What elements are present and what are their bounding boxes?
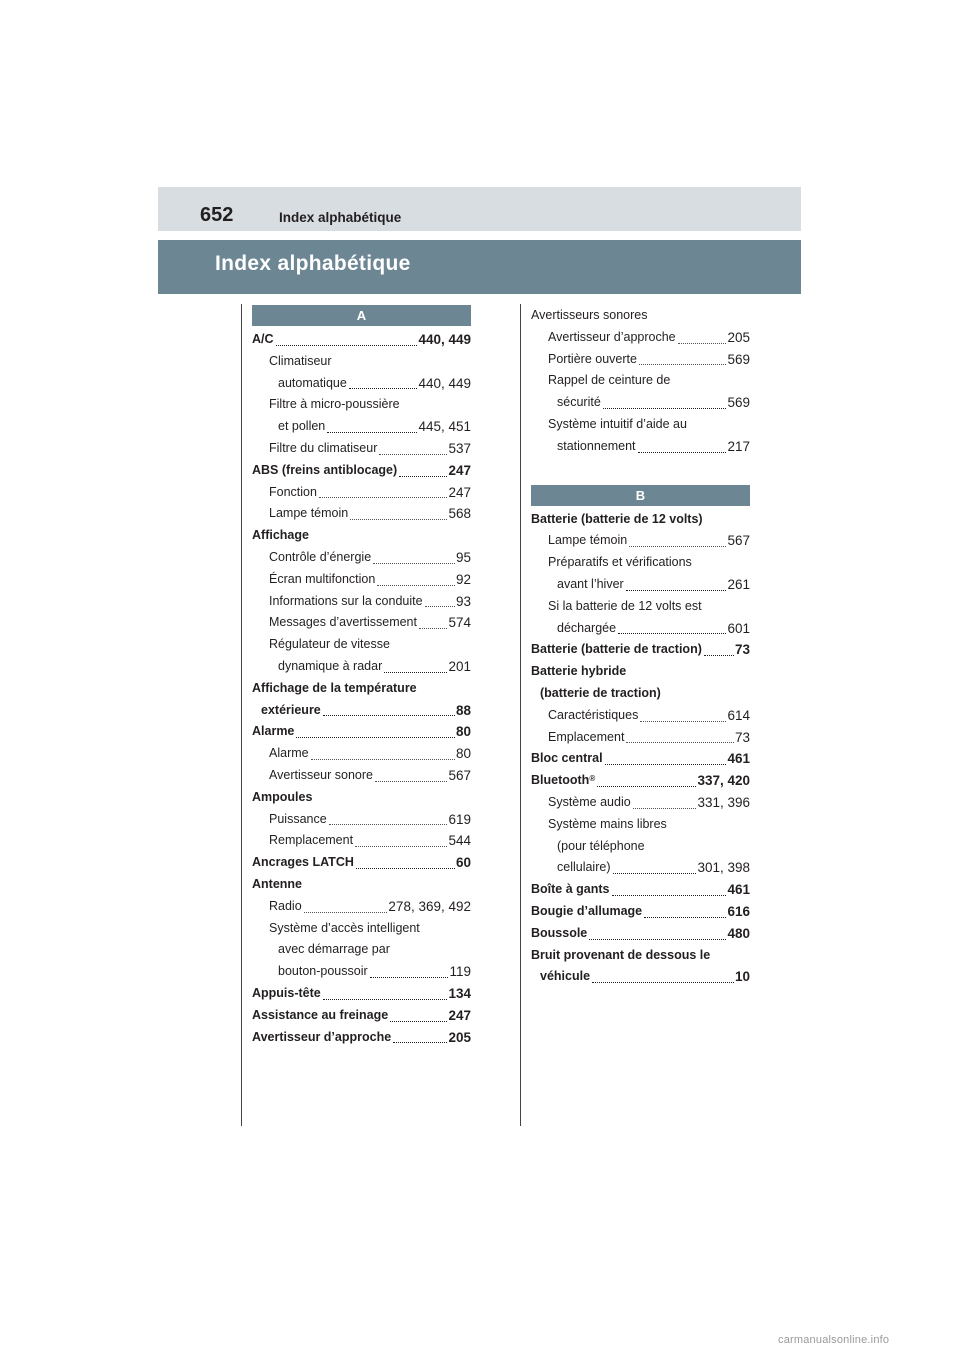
index-heading-line: (batterie de traction) (540, 685, 661, 700)
entry-label (531, 770, 595, 792)
index-heading-line: Batterie (batterie de 12 volts) (531, 511, 703, 526)
entry-label (531, 901, 642, 923)
leader-dots (399, 475, 447, 477)
entry-label (557, 857, 611, 879)
entry-label-text: Lampe témoin (548, 533, 628, 548)
index-column-b (531, 305, 750, 988)
page-reference: 261 (727, 576, 750, 592)
entry-label (548, 530, 627, 552)
page-number: 652 (200, 204, 234, 226)
entry-label-text: Informations sur la conduite (269, 593, 423, 608)
leader-dots (355, 845, 447, 847)
index-entry (531, 923, 750, 945)
page-reference: 201 (448, 658, 471, 674)
index-heading-line: (pour téléphone (557, 838, 645, 853)
page-reference: 247 (448, 462, 471, 478)
page-reference: 10 (734, 969, 750, 985)
leader-dots (626, 589, 727, 591)
index-entry (252, 765, 471, 787)
entry-label-text: Bougie d’allumage (531, 903, 643, 918)
entry-label-text: dynamique à radar (278, 658, 383, 673)
leader-dots (296, 736, 455, 738)
index-entry (252, 591, 471, 613)
entry-label (261, 700, 321, 722)
index-entry (531, 770, 750, 792)
entry-label-text: Ancrages LATCH (252, 855, 354, 870)
index-entry (531, 530, 750, 552)
entry-label (269, 482, 317, 504)
entry-label (269, 765, 373, 787)
leader-dots (589, 938, 726, 940)
entry-label-text: A/C (252, 332, 274, 346)
leader-dots (350, 518, 447, 520)
index-heading-line: Affichage de la température (252, 680, 417, 695)
index-entry (252, 743, 471, 765)
index-entry (531, 727, 750, 749)
registered-mark: ® (589, 774, 596, 784)
leader-dots (704, 654, 734, 656)
entry-label-text: Radio (269, 898, 302, 913)
entry-label (269, 830, 353, 852)
index-heading-line: avec démarrage par (278, 942, 390, 957)
entry-label (557, 392, 601, 414)
index-list-a (252, 329, 471, 1048)
index-entry (531, 857, 750, 879)
entry-label-text: Filtre du climatiseur (269, 440, 378, 455)
index-entry (252, 1005, 471, 1027)
entry-label (548, 349, 637, 371)
index-heading-line: Batterie hybride (531, 664, 627, 679)
page-reference: 80 (455, 746, 471, 762)
entry-label-text: bouton-poussoir (278, 964, 368, 979)
entry-label-text: Boîte à gants (531, 882, 610, 897)
entry-label (252, 721, 294, 743)
entry-label-text: Avertisseur d’approche (252, 1029, 392, 1044)
index-entry (531, 618, 750, 640)
page-reference: 461 (727, 751, 750, 767)
entry-label-text: Écran multifonction (269, 571, 376, 586)
entry-label (557, 574, 624, 596)
page-reference: 92 (455, 571, 471, 587)
entry-label (548, 327, 676, 349)
page-reference: 88 (455, 702, 471, 718)
page-reference: 247 (448, 1007, 471, 1023)
index-entry (531, 792, 750, 814)
leader-dots (377, 584, 455, 586)
entry-label (278, 416, 325, 438)
entry-label-text: avant l’hiver (557, 576, 624, 591)
leader-dots (644, 916, 726, 918)
entry-label (269, 591, 423, 613)
entry-label-text: Remplacement (269, 833, 354, 848)
page-reference: 537 (448, 440, 471, 456)
entry-label (269, 438, 377, 460)
index-heading-line: Si la batterie de 12 volts est (548, 598, 702, 613)
leader-dots (618, 632, 726, 634)
entry-label-text: Alarme (269, 746, 309, 761)
page-reference: 278, 369, 492 (388, 898, 471, 914)
entry-label (548, 792, 631, 814)
entry-label-text: Portière ouverte (548, 351, 637, 366)
index-entry (531, 705, 750, 727)
index-heading-line: Bruit provenant de dessous le (531, 947, 711, 962)
running-header-title: Index alphabétique (279, 210, 402, 225)
index-heading-line: Affichage (252, 528, 309, 543)
leader-dots (633, 807, 697, 809)
index-list-b (531, 509, 750, 989)
index-entry (252, 830, 471, 852)
index-entry (252, 482, 471, 504)
page-reference: 60 (455, 855, 471, 871)
leader-dots (375, 780, 447, 782)
page-reference: 616 (727, 903, 750, 919)
index-heading-line: Avertisseurs sonores (531, 308, 648, 322)
entry-label (252, 852, 354, 874)
leader-dots (597, 785, 696, 787)
leader-dots (323, 998, 448, 1000)
index-heading-line: Système mains libres (548, 816, 667, 831)
entry-label (531, 639, 702, 661)
leader-dots (384, 671, 447, 673)
index-entry (252, 612, 471, 634)
page-reference: 567 (448, 767, 471, 783)
index-heading-line: Filtre à micro-poussière (269, 397, 400, 412)
column-rule-right (520, 304, 521, 1126)
index-entry (252, 416, 471, 438)
entry-label-text: Bluetooth (531, 773, 590, 788)
entry-label-text: Messages d’avertissement (269, 615, 417, 630)
leader-dots (349, 387, 418, 389)
index-entry (252, 983, 471, 1005)
leader-dots (425, 605, 455, 607)
leader-dots (327, 431, 417, 433)
index-entry (252, 329, 471, 351)
leader-dots (390, 1020, 447, 1022)
page-reference: 93 (455, 593, 471, 609)
entry-label (252, 329, 274, 351)
column-rule-left (241, 304, 242, 1126)
entry-label-text: cellulaire) (557, 860, 611, 875)
page-reference: 73 (734, 642, 750, 658)
page-reference: 337, 420 (697, 773, 750, 789)
index-entry (531, 879, 750, 901)
index-entry (531, 349, 750, 371)
page-reference: 569 (727, 351, 750, 367)
page-reference: 544 (448, 833, 471, 849)
page-reference: 73 (734, 729, 750, 745)
page-reference: 205 (727, 329, 750, 345)
page-reference: 614 (727, 707, 750, 723)
page-reference: 445, 451 (418, 419, 471, 435)
leader-dots (319, 496, 448, 498)
index-list-a-continued (531, 305, 750, 458)
entry-label (269, 569, 375, 591)
leader-dots (379, 453, 447, 455)
entry-label-text: Contrôle d’énergie (269, 549, 372, 564)
page-reference: 568 (448, 506, 471, 522)
page-reference: 134 (448, 985, 471, 1001)
letter-heading-a: A (252, 305, 471, 326)
index-entry (531, 966, 750, 988)
index-entry (252, 961, 471, 983)
entry-label (269, 896, 302, 918)
entry-label-text: Appuis-tête (252, 985, 321, 1000)
entry-label-text: Fonction (269, 484, 317, 499)
entry-label (531, 923, 587, 945)
leader-dots (638, 451, 727, 453)
index-heading-line: Rappel de ceinture de (548, 373, 671, 388)
leader-dots (605, 763, 727, 765)
entry-label-text: Batterie (batterie de traction) (531, 642, 702, 657)
entry-label (278, 656, 382, 678)
entry-label-text: stationnement (557, 438, 636, 453)
index-entry (531, 574, 750, 596)
leader-dots (304, 911, 388, 913)
page-reference: 619 (448, 811, 471, 827)
page-reference: 480 (727, 925, 750, 941)
leader-dots (276, 344, 418, 346)
index-entry (252, 569, 471, 591)
index-entry (252, 1027, 471, 1049)
watermark: carmanualsonline.info (778, 1334, 890, 1346)
entry-label (269, 743, 309, 765)
index-entry (252, 809, 471, 831)
leader-dots (373, 562, 455, 564)
entry-label-text: Alarme (252, 724, 295, 739)
index-heading-line: Ampoules (252, 789, 313, 804)
entry-label-text: Système audio (548, 794, 631, 809)
index-entry (252, 700, 471, 722)
entry-label (557, 436, 636, 458)
entry-label-text: Assistance au freinage (252, 1007, 389, 1022)
entry-label-text: véhicule (540, 969, 591, 984)
section-title: Index alphabétique (215, 252, 411, 275)
page-reference: 301, 398 (697, 860, 750, 876)
leader-dots (613, 872, 697, 874)
entry-label (531, 748, 603, 770)
leader-dots (370, 976, 449, 978)
index-entry (252, 896, 471, 918)
entry-label (269, 612, 417, 634)
leader-dots (603, 407, 727, 409)
index-heading-line: Système intuitif d’aide au (548, 416, 687, 431)
index-entry (252, 503, 471, 525)
index-heading-line: Système d’accès intelligent (269, 920, 420, 935)
entry-label (557, 618, 616, 640)
index-heading-line: Régulateur de vitesse (269, 637, 390, 652)
index-entry (252, 373, 471, 395)
page-reference: 205 (448, 1029, 471, 1045)
entry-label (252, 983, 321, 1005)
index-entry (531, 436, 750, 458)
entry-label-text: extérieure (261, 702, 321, 717)
index-entry (531, 392, 750, 414)
entry-label-text: ABS (freins antiblocage) (252, 462, 398, 477)
entry-label (252, 1027, 391, 1049)
entry-label-text: Avertisseur sonore (269, 767, 373, 782)
running-header-bar (158, 187, 801, 231)
entry-label-text: Bloc central (531, 751, 603, 766)
entry-label (269, 503, 348, 525)
entry-label (269, 547, 371, 569)
page-reference: 331, 396 (697, 794, 750, 810)
entry-label (278, 961, 368, 983)
leader-dots (329, 823, 448, 825)
leader-dots (678, 342, 727, 344)
entry-label (540, 966, 590, 988)
index-entry (252, 547, 471, 569)
entry-label-text: Emplacement (548, 729, 625, 744)
index-heading-line: Préparatifs et vérifications (548, 555, 692, 570)
page-reference: 95 (455, 549, 471, 565)
leader-dots (626, 741, 734, 743)
page-reference: 80 (455, 724, 471, 740)
entry-label-text: Caractéristiques (548, 707, 639, 722)
index-entry (252, 852, 471, 874)
index-entry (252, 721, 471, 743)
index-entry (531, 639, 750, 661)
entry-label (548, 727, 624, 749)
entry-label-text: automatique (278, 375, 347, 390)
leader-dots (640, 720, 726, 722)
entry-label-text: Avertisseur d’approche (548, 329, 676, 344)
index-entry (531, 901, 750, 923)
page-reference: 569 (727, 395, 750, 411)
index-entry (531, 327, 750, 349)
letter-heading-b: B (531, 485, 750, 506)
entry-label-text: sécurité (557, 395, 601, 410)
leader-dots (629, 545, 726, 547)
entry-label (531, 879, 610, 901)
entry-label (269, 809, 327, 831)
page-reference: 119 (449, 964, 471, 980)
entry-label (548, 705, 638, 727)
entry-label-text: Puissance (269, 811, 327, 826)
page-reference: 217 (727, 438, 750, 454)
leader-dots (592, 981, 734, 983)
page-reference: 567 (727, 533, 750, 549)
index-entry (531, 748, 750, 770)
leader-dots (419, 627, 447, 629)
leader-dots (393, 1041, 447, 1043)
index-entry (252, 438, 471, 460)
index-entry (252, 460, 471, 482)
index-heading-line: Antenne (252, 876, 302, 891)
page-reference: 601 (727, 620, 750, 636)
entry-label (252, 460, 397, 482)
entry-label-text: Lampe témoin (269, 506, 349, 521)
leader-dots (323, 714, 455, 716)
index-column-a (252, 305, 471, 1048)
page-reference: 461 (727, 882, 750, 898)
entry-label (278, 373, 347, 395)
entry-label-text: et pollen (278, 419, 326, 434)
entry-label (252, 1005, 388, 1027)
entry-label-text: déchargée (557, 620, 617, 635)
entry-label-text: Boussole (531, 925, 588, 940)
index-entry (252, 656, 471, 678)
page-reference: 440, 449 (418, 375, 471, 391)
page-reference: 440, 449 (418, 332, 471, 347)
leader-dots (639, 363, 727, 365)
page-reference: 574 (448, 615, 471, 631)
page-reference: 247 (448, 484, 471, 500)
leader-dots (356, 867, 455, 869)
index-heading-line: Climatiseur (269, 353, 332, 368)
leader-dots (311, 758, 455, 760)
leader-dots (612, 894, 727, 896)
